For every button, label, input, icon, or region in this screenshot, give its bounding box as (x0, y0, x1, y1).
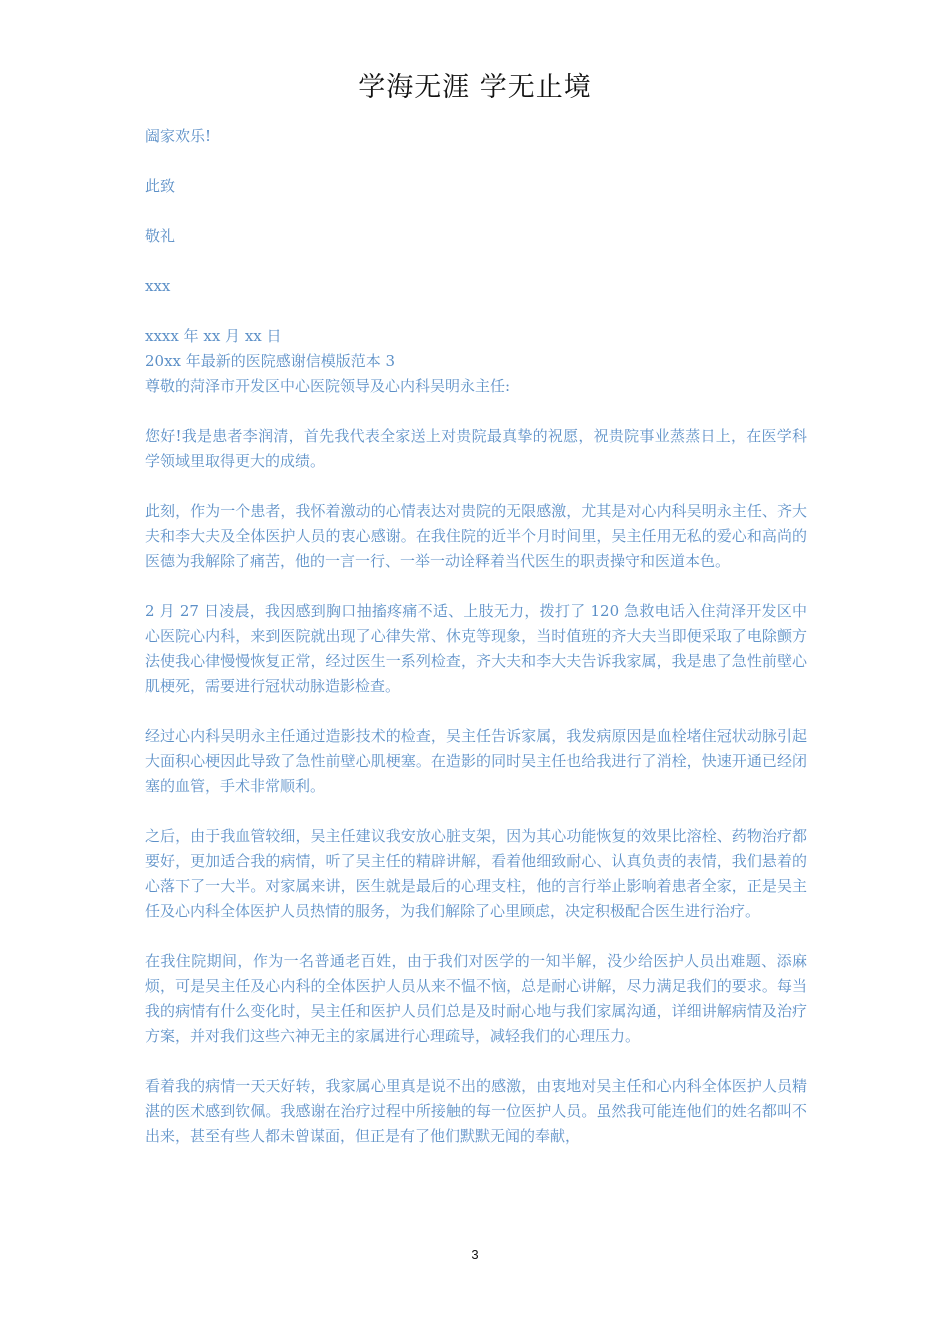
body-paragraph: 经过心内科吴明永主任通过造影技术的检查，吴主任告诉家属，我发病原因是血栓堵住冠状动脉引起大面积心梗因此导致了急性前壁心肌梗塞。在造影的同时吴主任也给我进行了消栓，快速开通已经闭塞的血管，手术非常顺利。 (145, 727, 807, 795)
spacer (145, 299, 807, 324)
salutation: 尊敬的菏泽市开发区中心医院领导及心内科吴明永主任: (145, 377, 511, 395)
spacer (145, 699, 807, 724)
body-paragraph: 之后，由于我血管较细，吴主任建议我安放心脏支架，因为其心功能恢复的效果比溶栓、药物治疗都要好，更加适合我的病情，听了吴主任的精辟讲解，看着他细致耐心、认真负责的表情，我们悬着的心落下了一大半。对家属来讲，医生就是最后的心理支柱，他的言行举止影响着患者全家，正是吴主任及心内科全体医护人员热情的服务，为我们解除了心里顾虑，决定积极配合医生进行治疗。 (145, 827, 807, 920)
closing-line: 此致 (145, 177, 176, 195)
spacer (145, 924, 807, 949)
letter-date: xxxx 年 xx 月 xx 日 (145, 327, 282, 345)
closing-salute: 敬礼 (145, 227, 176, 245)
body-paragraph: 您好!我是患者李润清，首先我代表全家送上对贵院最真挚的祝愿，祝贵院事业蒸蒸日上，在医学科学领域里取得更大的成绩。 (145, 427, 807, 470)
spacer (145, 249, 807, 274)
section-title: 20xx 年最新的医院感谢信模版范本 3 (145, 352, 396, 370)
spacer (145, 399, 807, 424)
body-paragraph: 2 月 27 日凌晨，我因感到胸口抽搐疼痛不适、上肢无力，拨打了 120 急救电话入住菏泽开发区中心医院心内科，来到医院就出现了心律失常、休克等现象，当时值班的齐大夫当即便采取了电除颤方法使我心律慢慢恢复正常，经过医生一系列检查，齐大夫和李大夫告诉我家属，我是患了急性前壁心肌梗死，需要进行冠状动脉造影检查。 (145, 602, 807, 695)
greeting-line: 阖家欢乐! (145, 127, 212, 145)
signature: xxx (145, 277, 171, 295)
body-paragraph: 此刻，作为一个患者，我怀着激动的心情表达对贵院的无限感激，尤其是对心内科吴明永主任、齐大夫和李大夫及全体医护人员的衷心感谢。在我住院的近半个月时间里，吴主任用无私的爱心和高尚的医德为我解除了痛苦，他的一言一行、一举一动诠释着当代医生的职责操守和医道本色。 (145, 502, 807, 570)
spacer (145, 474, 807, 499)
body-paragraph: 在我住院期间，作为一名普通老百姓，由于我们对医学的一知半解，没少给医护人员出难题、添麻烦，可是吴主任及心内科的全体医护人员从来不愠不恼，总是耐心讲解，尽力满足我们的要求。每当我的病情有什么变化时，吴主任和医护人员们总是及时耐心地与我们家属沟通，详细讲解病情及治疗方案，并对我们这些六神无主的家属进行心理疏导，减轻我们的心理压力。 (145, 952, 807, 1045)
body-paragraph: 看着我的病情一天天好转，我家属心里真是说不出的感激，由衷地对吴主任和心内科全体医护人员精湛的医术感到钦佩。我感谢在治疗过程中所接触的每一位医护人员。虽然我可能连他们的姓名都叫不出来，甚至有些人都未曾谋面，但正是有了他们默默无闻的奉献， (145, 1077, 807, 1145)
page-header-title: 学海无涯 学无止境 (358, 72, 592, 103)
spacer (145, 574, 807, 599)
page-number: 3 (471, 1247, 479, 1262)
spacer (145, 799, 807, 824)
spacer (145, 149, 807, 174)
document-body (145, 124, 807, 1149)
spacer (145, 1049, 807, 1074)
spacer (145, 199, 807, 224)
